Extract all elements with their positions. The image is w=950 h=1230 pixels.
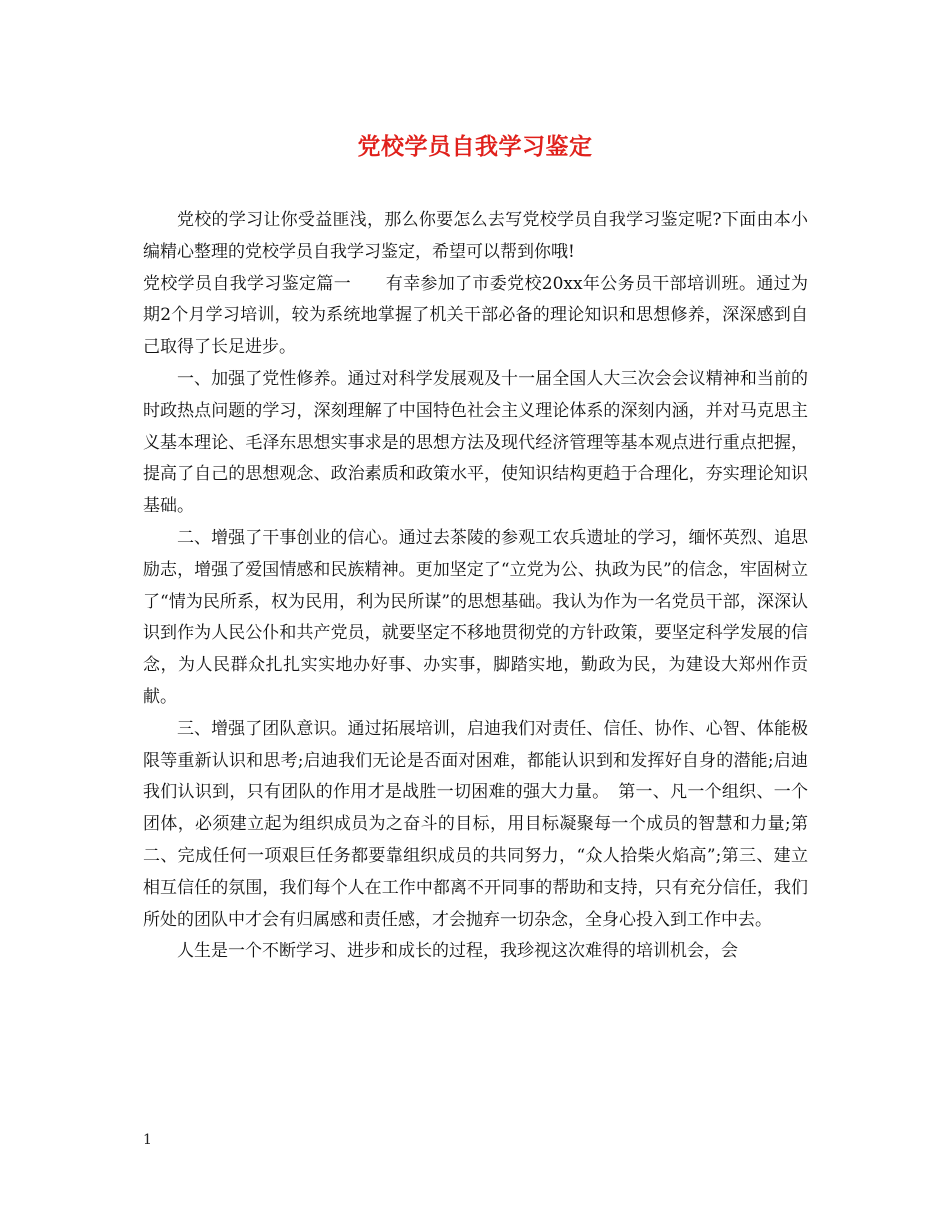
document-body (143, 205, 808, 968)
document-title: 党校学员自我学习鉴定 (357, 133, 593, 160)
intro-paragraph: 党校的学习让你受益匪浅，那么你要怎么去写党校学员自我学习鉴定呢?下面由本小编精心整理的党校学员自我学习鉴定，希望可以帮到你哦! (143, 210, 808, 262)
page-number: 1 (143, 1132, 152, 1148)
point-one-paragraph: 一、加强了党性修养。通过对科学发展观及十一届全国人大三次会会议精神和当前的时政热点问题的学习，深刻理解了中国特色社会主义理论体系的深刻内涵，并对马克思主义基本理论、毛泽东思想实事求是的思想方法及现代经济管理等基本观点进行重点把握，提高了自己的思想观念、政治素质和政策水平，使知识结构更趋于合理化，夯实理论知识基础。 (143, 368, 808, 517)
point-two-paragraph: 二、增强了干事创业的信心。通过去茶陵的参观工农兵遗址的学习，缅怀英烈、追思励志，增强了爱国情感和民族精神。更加坚定了“立党为公、执政为民”的信念，牢固树立了“情为民所系，权为民用，利为民所谋”的思想基础。我认为作为一名党员干部，深深认识到作为人民公仆和共产党员，就要坚定不移地贯彻党的方针政策，要坚定科学发展的信念，为人民群众扎扎实实地办好事、办实事，脚踏实地，勤政为民，为建设大郑州作贡献。 (143, 527, 808, 707)
closing-paragraph: 人生是一个不断学习、进步和成长的过程，我珍视这次难得的培训机会，会 (177, 941, 738, 962)
section-one-paragraph: 党校学员自我学习鉴定篇一 有幸参加了市委党校20xx年公务员干部培训班。通过为期2个月学习培训，较为系统地掌握了机关干部必备的理论知识和思想修养，深深感到自己取得了长足进步。 (143, 273, 808, 358)
point-three-paragraph: 三、增强了团队意识。通过拓展培训，启迪我们对责任、信任、协作、心智、体能极限等重新认识和思考;启迪我们无论是否面对困难，都能认识到和发挥好自身的潜能;启迪我们认识到，只有团队的作用才是战胜一切困难的强大力量。 第一、凡一个组织、一个团体，必须建立起为组织成员为之奋斗的目标，用目标凝聚每一个成员的智慧和力量;第二、完成任何一项艰巨任务都要靠组织成员的共同努力，“众人拾柴火焰高”;第三、建立相互信任的氛围，我们每个人在工作中都离不开同事的帮助和支持，只有充分信任，我们所处的团队中才会有归属感和责任感，才会抛弃一切杂念，全身心投入到工作中去。 (143, 718, 808, 930)
